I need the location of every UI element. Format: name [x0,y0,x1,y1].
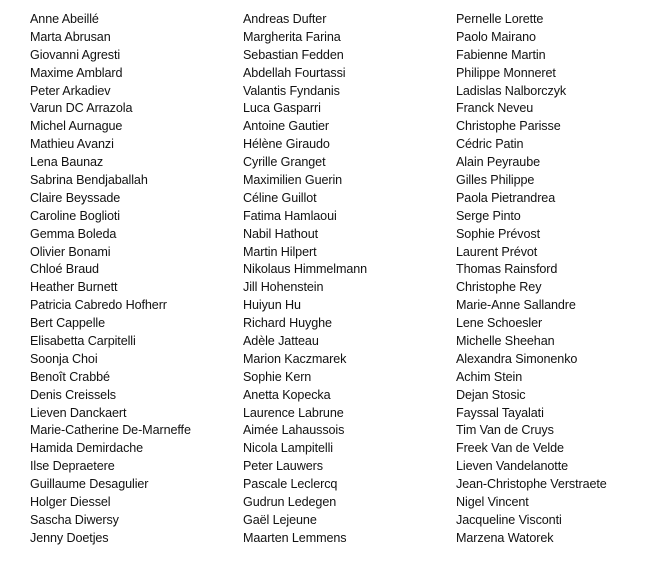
name-item: Paola Pietrandrea [456,190,556,205]
name-item: Maxime Amblard [30,65,123,80]
name-item: Marion Kaczmarek [243,351,347,366]
name-item: Gilles Philippe [456,173,535,188]
name-item: Freek Van de Velde [456,441,564,456]
name-item: Christophe Rey [456,280,542,295]
name-column-1 [30,11,191,548]
name-item: Fatima Hamlaoui [243,208,337,223]
name-item: Alain Peyraube [456,155,541,170]
name-item: Serge Pinto [456,208,521,223]
name-item: Sophie Kern [243,369,312,384]
name-item: Jean-Christophe Verstraete [456,477,607,492]
name-item: Fabienne Martin [456,47,546,62]
name-item: Elisabetta Carpitelli [30,334,136,349]
name-item: Bert Cappelle [30,316,106,331]
name-item: Fayssal Tayalati [456,405,544,420]
name-item: Lieven Danckaert [30,405,127,420]
name-item: Nikolaus Himmelmann [243,262,368,277]
name-item: Philippe Monneret [456,65,556,80]
name-item: Gudrun Ledegen [243,495,337,510]
name-column-3 [456,11,607,548]
name-item: Cyrille Granget [243,155,326,170]
name-item: Michelle Sheehan [456,334,555,349]
name-item: Antoine Gautier [243,119,330,134]
name-item: Pascale Leclercq [243,477,338,492]
name-item: Nabil Hathout [243,226,319,241]
name-item: Marzena Watorek [456,530,554,545]
name-item: Peter Arkadiev [30,83,111,98]
name-item: Giovanni Agresti [30,47,121,62]
name-item: Laurent Prévot [456,244,538,259]
name-item: Richard Huyghe [243,316,332,331]
name-item: Christophe Parisse [456,119,561,134]
name-item: Dejan Stosic [456,387,526,402]
name-item: Benoît Crabbé [30,369,110,384]
name-item: Achim Stein [456,369,523,384]
name-item: Andreas Dufter [243,12,327,26]
name-item: Margherita Farina [243,29,341,44]
name-item: Guillaume Desagulier [30,477,149,492]
name-item: Gemma Boleda [30,226,117,241]
name-item: Holger Diessel [30,495,111,510]
name-item: Maarten Lemmens [243,530,347,545]
name-item: Mathieu Avanzi [30,137,114,152]
name-item: Caroline Boglioti [30,208,121,223]
name-item: Sophie Prévost [456,226,541,241]
name-item: Varun DC Arrazola [30,101,133,116]
name-item: Martin Hilpert [243,244,317,259]
name-item: Valantis Fyndanis [243,83,340,98]
name-item: Gaël Lejeune [243,512,317,527]
name-item: Nigel Vincent [456,495,529,510]
name-item: Hamida Demirdache [30,441,144,456]
name-item: Patricia Cabredo Hofherr [30,298,167,313]
name-item: Lena Baunaz [30,155,104,170]
name-item: Lieven Vandelanotte [456,459,569,474]
names-list [0,11,653,559]
name-item: Maximilien Guerin [243,173,343,188]
name-item: Alexandra Simonenko [456,351,578,366]
name-item: Ladislas Nalborczyk [456,83,567,98]
name-item: Ilse Depraetere [30,459,115,474]
name-item: Thomas Rainsford [456,262,558,277]
name-item: Marie-Catherine De-Marneffe [30,423,191,438]
name-item: Lene Schoesler [456,316,543,331]
name-item: Tim Van de Cruys [456,423,554,438]
name-item: Nicola Lampitelli [243,441,333,456]
name-item: Chloé Braud [30,262,99,277]
name-item: Heather Burnett [30,280,118,295]
name-item: Marta Abrusan [30,29,111,44]
name-item: Huiyun Hu [243,298,301,313]
name-item: Laurence Labrune [243,405,344,420]
name-item: Adèle Jatteau [243,334,319,349]
name-item: Jenny Doetjes [30,530,109,545]
name-item: Jacqueline Visconti [456,512,562,527]
name-item: Olivier Bonami [30,244,111,259]
name-item: Denis Creissels [30,387,116,402]
name-item: Hélène Giraudo [243,137,330,152]
name-item: Cédric Patin [456,137,524,152]
name-item: Claire Beyssade [30,190,121,205]
name-item: Pernelle Lorette [456,12,544,26]
name-item: Luca Gasparri [243,101,321,116]
name-item: Soonja Choi [30,351,98,366]
name-column-2 [243,11,367,548]
name-item: Paolo Mairano [456,29,536,44]
name-item: Jill Hohenstein [243,280,324,295]
name-item: Abdellah Fourtassi [243,65,346,80]
name-item: Aimée Lahaussois [243,423,345,438]
name-item: Sabrina Bendjaballah [30,173,148,188]
name-item: Marie-Anne Sallandre [456,298,576,313]
name-item: Céline Guillot [243,190,317,205]
name-item: Michel Aurnague [30,119,123,134]
name-item: Sascha Diwersy [30,512,119,527]
name-item: Peter Lauwers [243,459,323,474]
name-item: Sebastian Fedden [243,47,344,62]
name-item: Anne Abeillé [30,12,99,26]
name-item: Franck Neveu [456,101,534,116]
name-item: Anetta Kopecka [243,387,331,402]
